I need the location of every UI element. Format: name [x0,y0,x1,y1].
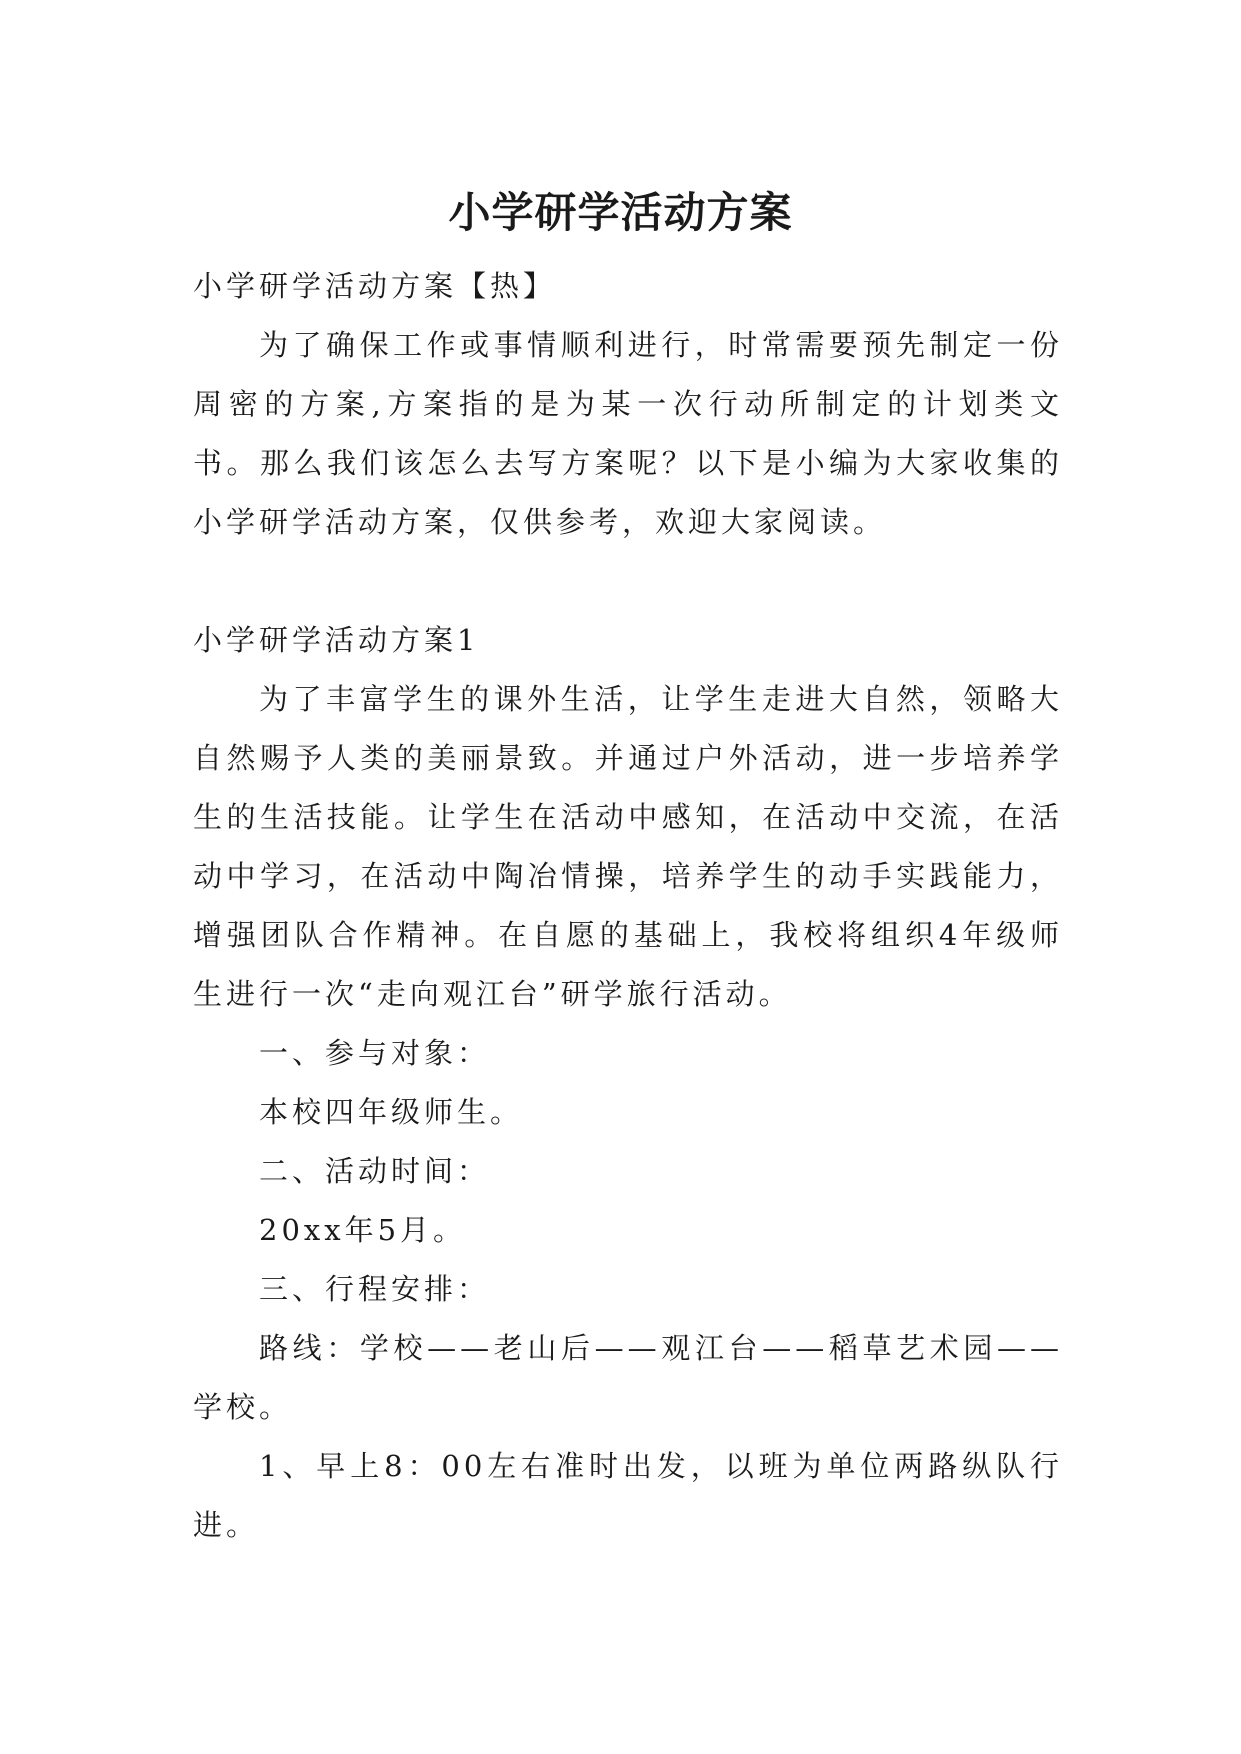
document-body [193,257,1063,1555]
item-schedule-heading: 三、行程安排： [259,1272,491,1306]
step1-paragraph: 1、早上8：00左右准时出发，以班为单位两路纵队行进。 [193,1449,1063,1542]
item-participants-value: 本校四年级师生。 [259,1095,524,1129]
route-paragraph: 路线：学校——老山后——观江台——稻草艺术园——学校。 [193,1331,1063,1424]
intro-heading: 小学研学活动方案【热】 [193,269,557,303]
paragraph-gap [193,552,1063,611]
item-time-value: 20xx年5月。 [259,1213,467,1247]
intro-paragraph: 为了确保工作或事情顺利进行，时常需要预先制定一份周密的方案,方案指的是为某一次行动所制定的计划类文书。那么我们该怎么去写方案呢？以下是小编为大家收集的小学研学活动方案，仅供参考，欢迎大家阅读。 [193,328,1063,539]
item-time-heading: 二、活动时间： [259,1154,491,1188]
document-title: 小学研学活动方案 [448,188,793,238]
item-participants-heading: 一、参与对象： [259,1036,491,1070]
section1-heading: 小学研学活动方案1 [193,623,480,657]
section1-paragraph: 为了丰富学生的课外生活，让学生走进大自然，领略大自然赐予人类的美丽景致。并通过户外活动，进一步培养学生的生活技能。让学生在活动中感知，在活动中交流，在活动中学习，在活动中陶冶情操，培养学生的动手实践能力，增强团队合作精神。在自愿的基础上，我校将组织4年级师生进行一次“走向观江台”研学旅行活动。 [193,682,1063,1011]
